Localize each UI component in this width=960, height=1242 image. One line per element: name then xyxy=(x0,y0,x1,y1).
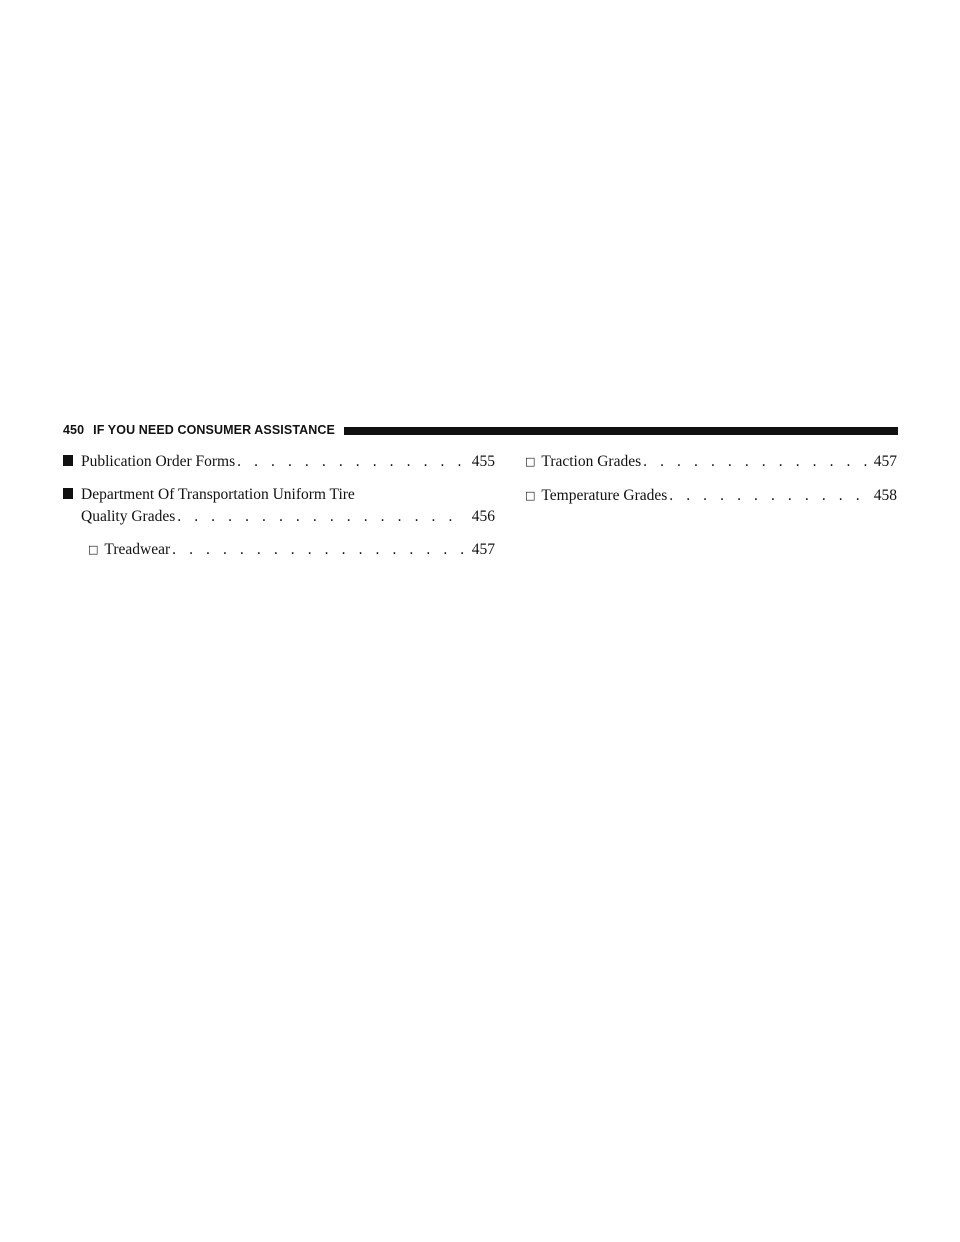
toc-entry-title: Treadwear xyxy=(104,541,171,558)
toc-entry-title: Temperature Grades xyxy=(541,487,668,504)
dot-leader xyxy=(172,539,466,561)
dot-leader xyxy=(643,451,868,473)
page-header xyxy=(63,421,898,439)
solid-square-bullet-icon xyxy=(63,455,73,466)
section-title: IF YOU NEED CONSUMER ASSISTANCE xyxy=(93,423,335,437)
toc-entry-title-continued: Quality Grades xyxy=(81,508,176,525)
toc-entry-page: 458 xyxy=(873,487,897,504)
toc-entry-publication-order-forms[interactable] xyxy=(63,451,495,473)
open-square-bullet-icon: □ xyxy=(525,455,536,468)
open-square-bullet-icon: □ xyxy=(525,489,536,502)
toc-entry-page: 457 xyxy=(873,453,897,470)
toc-entry-title: Publication Order Forms xyxy=(81,453,236,470)
toc-left-column xyxy=(63,451,495,573)
toc-entry-treadwear[interactable] xyxy=(63,539,495,562)
solid-square-bullet-icon xyxy=(63,488,73,499)
toc-right-column xyxy=(525,451,897,519)
header-rule xyxy=(344,427,898,435)
open-square-bullet-icon: □ xyxy=(88,543,99,556)
toc-entry-temperature-grades[interactable] xyxy=(525,485,897,508)
toc-entry-title: Department Of Transportation Uniform Tire xyxy=(81,486,355,503)
dot-leader xyxy=(177,506,465,528)
toc-entry-page: 455 xyxy=(471,453,495,470)
toc-entry-traction-grades[interactable] xyxy=(525,451,897,474)
dot-leader xyxy=(669,485,867,507)
dot-leader xyxy=(237,451,466,473)
toc-entry-title: Traction Grades xyxy=(541,453,642,470)
page-number: 450 xyxy=(63,423,85,437)
toc-entry-dot-uniform-tire-quality-grades[interactable] xyxy=(63,484,495,528)
toc-entry-page: 456 xyxy=(471,508,495,525)
toc-entry-page: 457 xyxy=(471,541,495,558)
